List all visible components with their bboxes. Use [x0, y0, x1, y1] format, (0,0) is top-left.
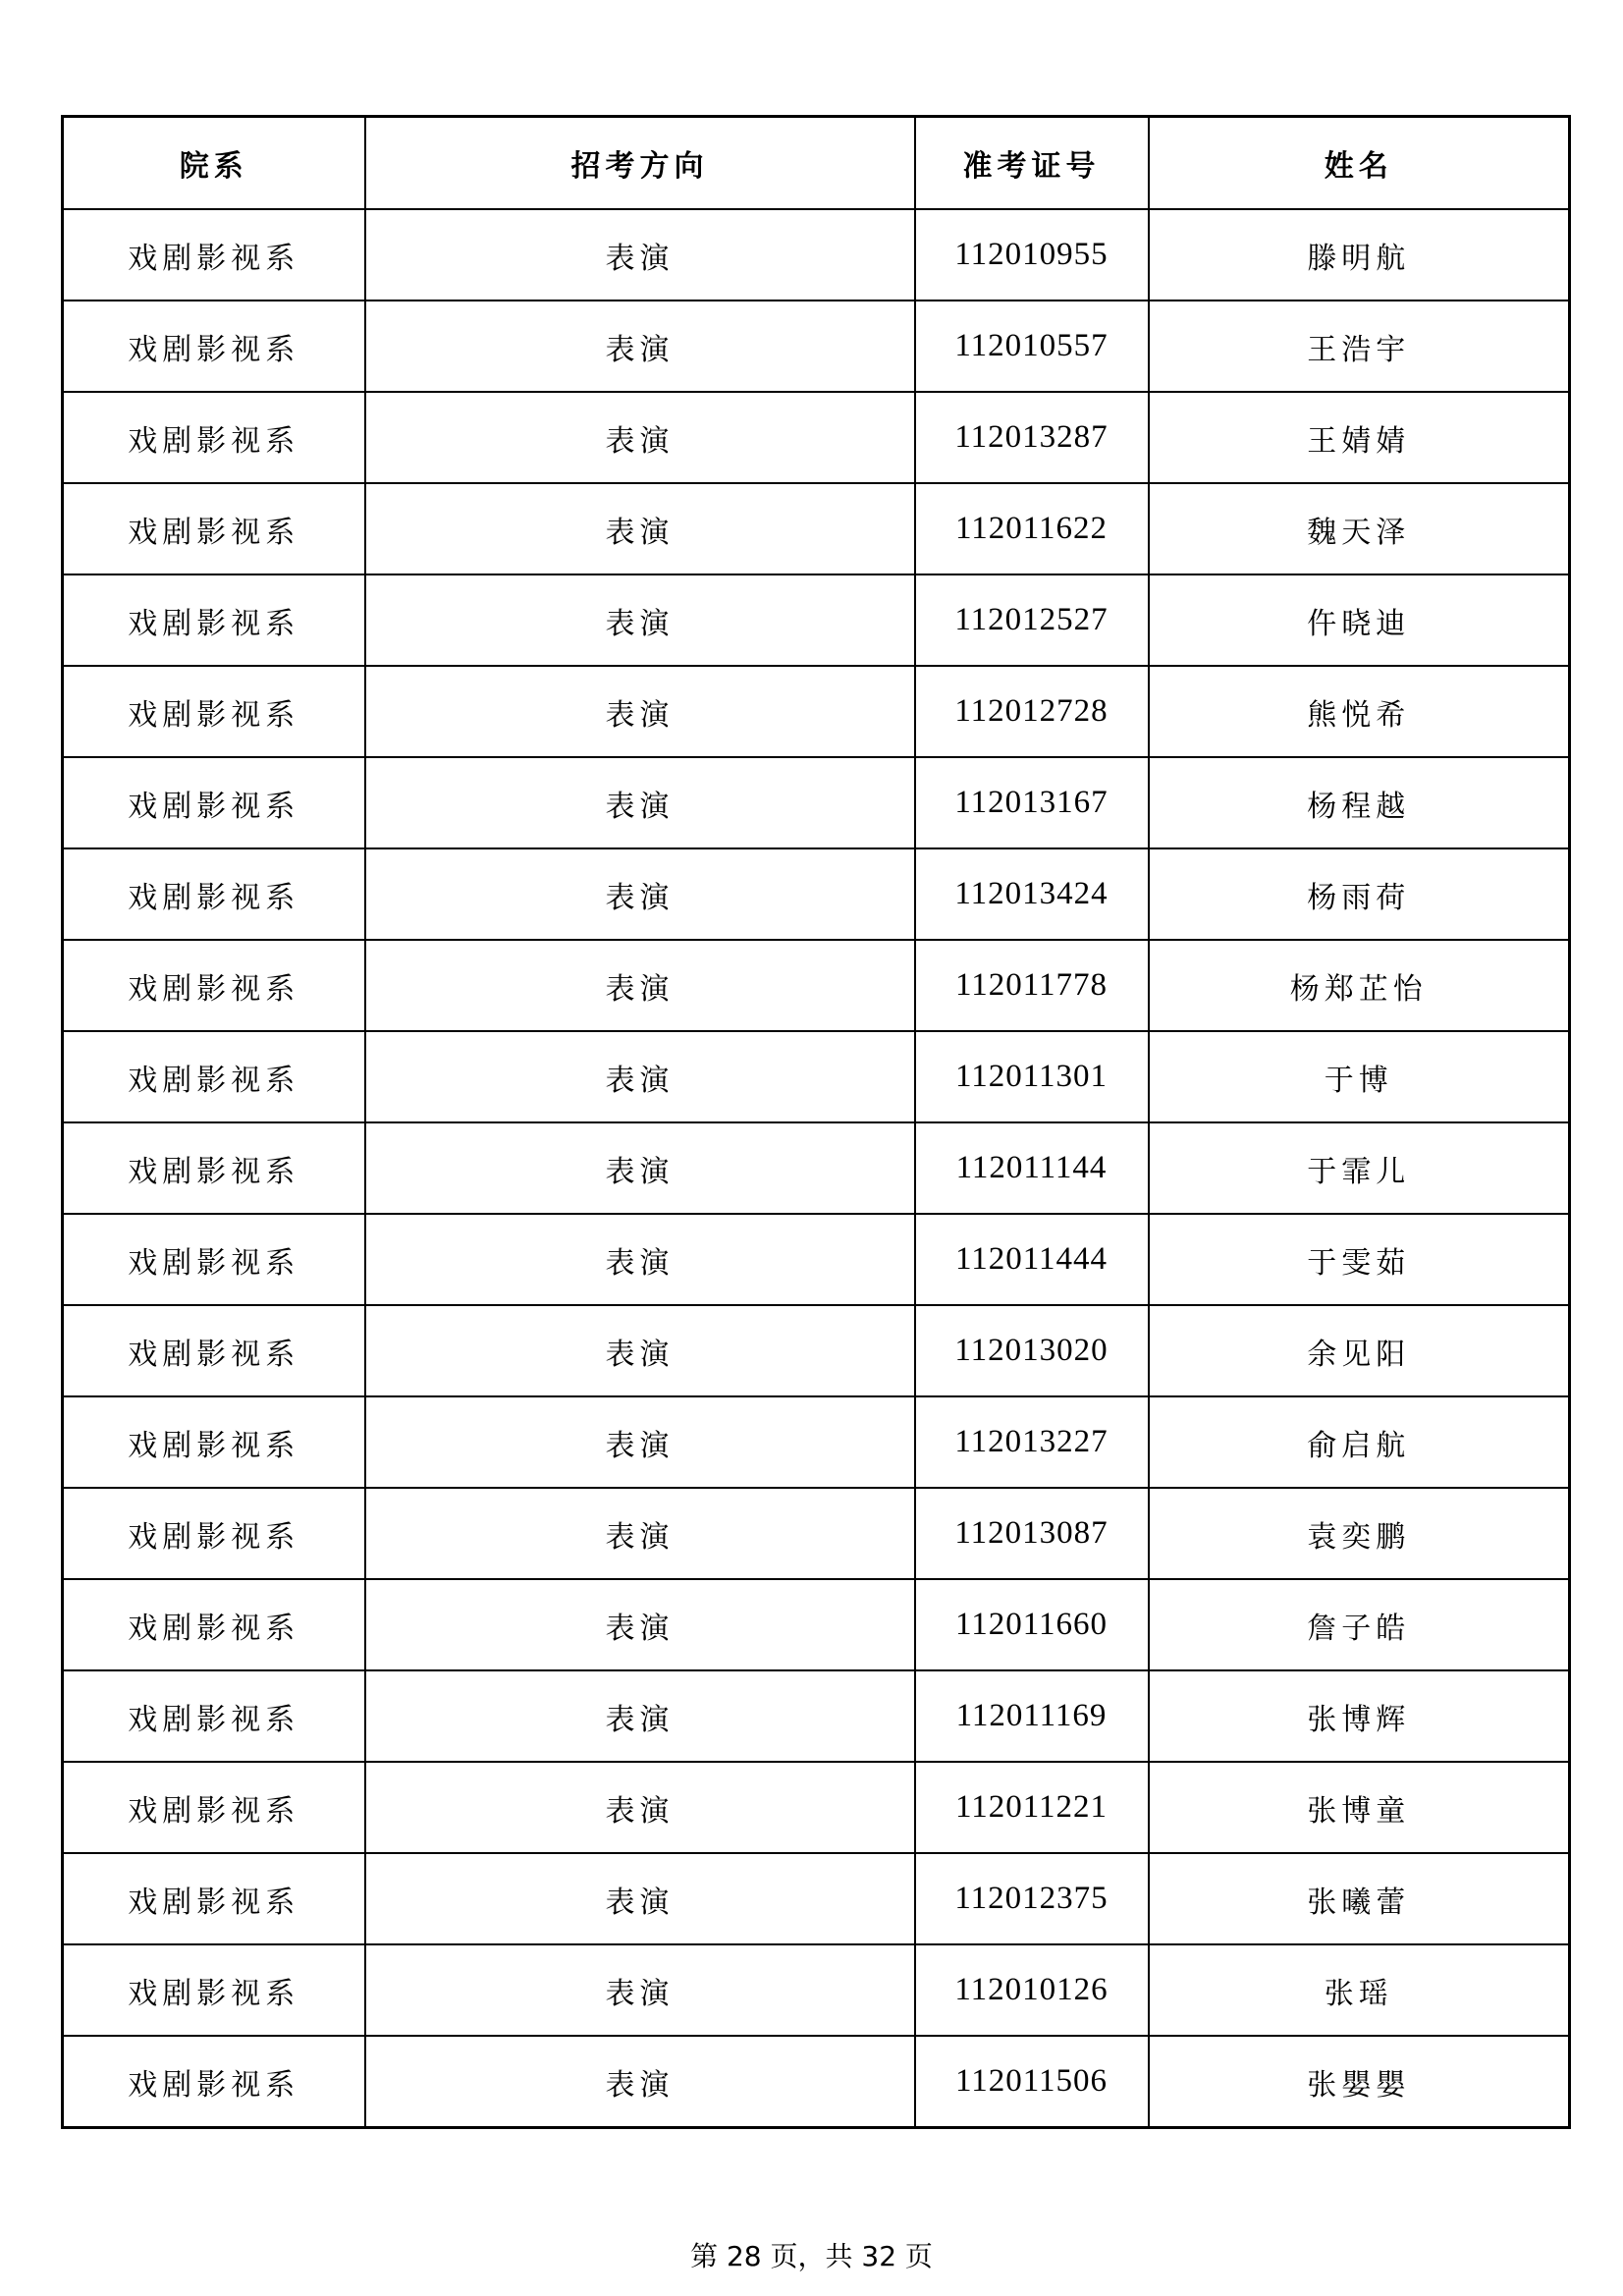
- table-row: [63, 1031, 1570, 1122]
- cell-direction: 表演: [365, 1853, 915, 1944]
- cell-department: 戏剧影视系: [63, 301, 365, 392]
- cell-exam-id: 112011144: [915, 1122, 1149, 1214]
- cell-direction: 表演: [365, 574, 915, 666]
- header-exam-id: 准考证号: [915, 117, 1149, 210]
- header-name: 姓名: [1149, 117, 1570, 210]
- cell-department: 戏剧影视系: [63, 209, 365, 301]
- cell-department: 戏剧影视系: [63, 1396, 365, 1488]
- cell-department: 戏剧影视系: [63, 1670, 365, 1762]
- cell-exam-id: 112011301: [915, 1031, 1149, 1122]
- cell-name: 张博童: [1149, 1762, 1570, 1853]
- cell-name: 于雯茹: [1149, 1214, 1570, 1305]
- table-row: [63, 1762, 1570, 1853]
- header-department: 院系: [63, 117, 365, 210]
- cell-name: 熊悦希: [1149, 666, 1570, 757]
- cell-direction: 表演: [365, 1396, 915, 1488]
- table-row: [63, 209, 1570, 301]
- cell-name: 魏天泽: [1149, 483, 1570, 574]
- cell-exam-id: 112011444: [915, 1214, 1149, 1305]
- cell-name: 余见阳: [1149, 1305, 1570, 1396]
- table-row: [63, 574, 1570, 666]
- cell-exam-id: 112013227: [915, 1396, 1149, 1488]
- table-row: [63, 1305, 1570, 1396]
- header-direction: 招考方向: [365, 117, 915, 210]
- cell-exam-id: 112011660: [915, 1579, 1149, 1670]
- cell-direction: 表演: [365, 1670, 915, 1762]
- cell-direction: 表演: [365, 1488, 915, 1579]
- cell-exam-id: 112011221: [915, 1762, 1149, 1853]
- cell-department: 戏剧影视系: [63, 1579, 365, 1670]
- cell-exam-id: 112010126: [915, 1944, 1149, 2036]
- cell-exam-id: 112011622: [915, 483, 1149, 574]
- cell-exam-id: 112013424: [915, 848, 1149, 940]
- cell-name: 杨郑芷怡: [1149, 940, 1570, 1031]
- cell-exam-id: 112012375: [915, 1853, 1149, 1944]
- table-row: [63, 848, 1570, 940]
- cell-exam-id: 112010955: [915, 209, 1149, 301]
- cell-exam-id: 112011778: [915, 940, 1149, 1031]
- table-row: [63, 392, 1570, 483]
- cell-exam-id: 112013167: [915, 757, 1149, 848]
- cell-name: 张博辉: [1149, 1670, 1570, 1762]
- cell-department: 戏剧影视系: [63, 1214, 365, 1305]
- cell-department: 戏剧影视系: [63, 940, 365, 1031]
- admission-list-table: [61, 115, 1571, 2129]
- table-row: [63, 666, 1570, 757]
- cell-department: 戏剧影视系: [63, 666, 365, 757]
- cell-direction: 表演: [365, 1305, 915, 1396]
- cell-direction: 表演: [365, 1944, 915, 2036]
- table-row: [63, 1488, 1570, 1579]
- cell-direction: 表演: [365, 483, 915, 574]
- cell-exam-id: 112013287: [915, 392, 1149, 483]
- table-row: [63, 1122, 1570, 1214]
- cell-name: 杨程越: [1149, 757, 1570, 848]
- cell-name: 张曦蕾: [1149, 1853, 1570, 1944]
- cell-department: 戏剧影视系: [63, 1762, 365, 1853]
- cell-direction: 表演: [365, 301, 915, 392]
- cell-department: 戏剧影视系: [63, 392, 365, 483]
- cell-name: 滕明航: [1149, 209, 1570, 301]
- cell-department: 戏剧影视系: [63, 757, 365, 848]
- cell-department: 戏剧影视系: [63, 848, 365, 940]
- cell-direction: 表演: [365, 940, 915, 1031]
- table-row: [63, 1579, 1570, 1670]
- cell-name: 詹子皓: [1149, 1579, 1570, 1670]
- cell-direction: 表演: [365, 666, 915, 757]
- table-row: [63, 2036, 1570, 2128]
- cell-department: 戏剧影视系: [63, 1305, 365, 1396]
- cell-direction: 表演: [365, 392, 915, 483]
- cell-direction: 表演: [365, 1214, 915, 1305]
- cell-department: 戏剧影视系: [63, 483, 365, 574]
- cell-name: 张瑶: [1149, 1944, 1570, 2036]
- cell-direction: 表演: [365, 1031, 915, 1122]
- cell-exam-id: 112012527: [915, 574, 1149, 666]
- cell-department: 戏剧影视系: [63, 1488, 365, 1579]
- table-row: [63, 1853, 1570, 1944]
- cell-exam-id: 112013020: [915, 1305, 1149, 1396]
- cell-name: 袁奕鹏: [1149, 1488, 1570, 1579]
- cell-direction: 表演: [365, 848, 915, 940]
- cell-direction: 表演: [365, 1122, 915, 1214]
- cell-name: 杨雨荷: [1149, 848, 1570, 940]
- page-number: 第 28 页，共 32 页: [690, 2240, 933, 2272]
- cell-name: 王婧婧: [1149, 392, 1570, 483]
- cell-department: 戏剧影视系: [63, 1122, 365, 1214]
- cell-direction: 表演: [365, 757, 915, 848]
- table-header-row: [63, 117, 1570, 210]
- table-row: [63, 940, 1570, 1031]
- cell-exam-id: 112013087: [915, 1488, 1149, 1579]
- cell-exam-id: 112012728: [915, 666, 1149, 757]
- table-row: [63, 1944, 1570, 2036]
- cell-department: 戏剧影视系: [63, 1853, 365, 1944]
- cell-exam-id: 112011506: [915, 2036, 1149, 2128]
- cell-department: 戏剧影视系: [63, 2036, 365, 2128]
- table-row: [63, 1396, 1570, 1488]
- cell-direction: 表演: [365, 2036, 915, 2128]
- cell-name: 俞启航: [1149, 1396, 1570, 1488]
- cell-exam-id: 112010557: [915, 301, 1149, 392]
- table-row: [63, 1214, 1570, 1305]
- cell-name: 于霏儿: [1149, 1122, 1570, 1214]
- table-row: [63, 301, 1570, 392]
- cell-name: 于博: [1149, 1031, 1570, 1122]
- cell-exam-id: 112011169: [915, 1670, 1149, 1762]
- cell-direction: 表演: [365, 209, 915, 301]
- table-row: [63, 757, 1570, 848]
- table-row: [63, 483, 1570, 574]
- cell-department: 戏剧影视系: [63, 574, 365, 666]
- table-row: [63, 1670, 1570, 1762]
- cell-name: 王浩宇: [1149, 301, 1570, 392]
- cell-name: 仵晓迪: [1149, 574, 1570, 666]
- cell-department: 戏剧影视系: [63, 1031, 365, 1122]
- cell-name: 张嬰嬰: [1149, 2036, 1570, 2128]
- cell-direction: 表演: [365, 1762, 915, 1853]
- cell-department: 戏剧影视系: [63, 1944, 365, 2036]
- cell-direction: 表演: [365, 1579, 915, 1670]
